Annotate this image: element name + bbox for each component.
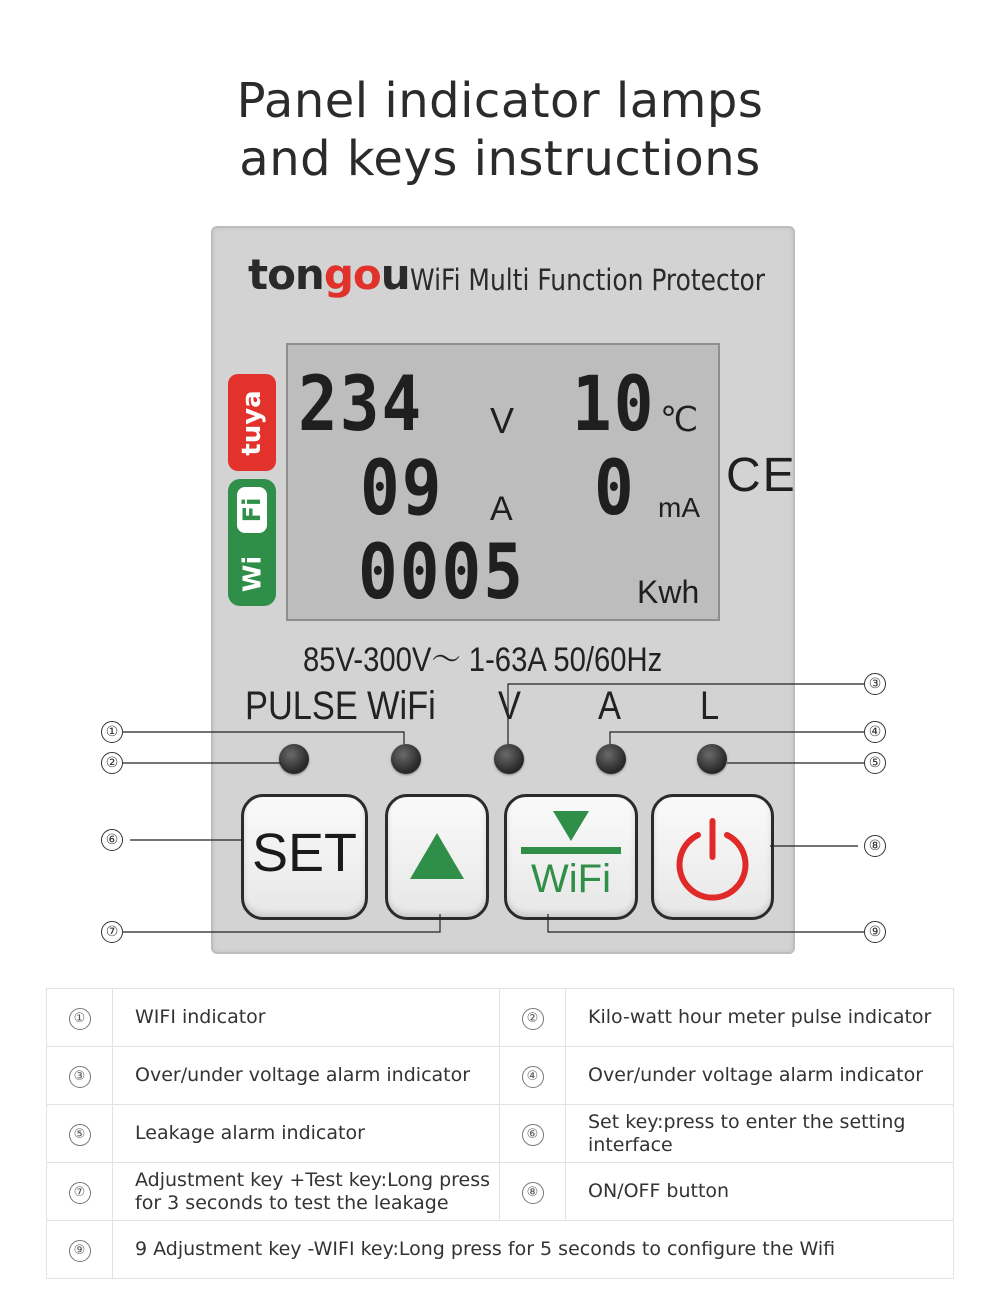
table-index: ⑥ xyxy=(522,1124,544,1146)
table-cell: Leakage alarm indicator xyxy=(113,1105,500,1163)
lcd-energy-value: 0005 xyxy=(358,528,525,617)
table-row xyxy=(47,989,954,1047)
indicator-label-a: A xyxy=(598,684,621,728)
table-cell: ON/OFF button xyxy=(566,1163,954,1221)
table-index: ⑤ xyxy=(69,1124,91,1146)
callout-1: ① xyxy=(101,721,123,743)
table-cell: WIFI indicator xyxy=(113,989,500,1047)
callout-7: ⑦ xyxy=(101,921,123,943)
table-index: ④ xyxy=(522,1066,544,1088)
table-index: ③ xyxy=(69,1066,91,1088)
table-cell: Over/under voltage alarm indicator xyxy=(566,1047,954,1105)
brand-text-1: ton xyxy=(248,250,324,299)
callout-4: ④ xyxy=(864,721,886,743)
instructions-table xyxy=(46,988,954,1279)
wifi-badge-fi-label: Fi xyxy=(238,497,266,523)
lcd-voltage-unit: V xyxy=(490,400,515,441)
indicator-label-l: L xyxy=(700,684,720,728)
indicator-label-wifi: WiFi xyxy=(367,684,436,728)
callout-8: ⑧ xyxy=(864,835,886,857)
tuya-badge-label: tuya xyxy=(237,389,267,456)
lcd-voltage-value: 234 xyxy=(298,360,424,449)
rating-spec: 85V-300V～ 1-63A 50/60Hz xyxy=(303,641,663,679)
set-button-label: SET xyxy=(251,823,358,883)
table-cell: Set key:press to enter the setting interface xyxy=(566,1105,954,1163)
callout-3: ③ xyxy=(864,673,886,695)
table-cell: Over/under voltage alarm indicator xyxy=(113,1047,500,1105)
callout-2: ② xyxy=(101,752,123,774)
lcd-energy-unit: Kwh xyxy=(637,574,700,610)
table-index: ⑦ xyxy=(69,1182,91,1204)
table-index: ② xyxy=(522,1008,544,1030)
table-row xyxy=(47,1221,954,1279)
indicator-label-pulse: PULSE xyxy=(245,684,358,728)
lcd-temperature-unit: ℃ xyxy=(660,401,699,439)
brand-text-3: u xyxy=(380,250,410,299)
indicator-label-v: V xyxy=(498,684,521,728)
table-cell: Adjustment key +Test key:Long press for 3 seconds to test the leakage xyxy=(113,1163,500,1221)
table-index: ⑧ xyxy=(522,1182,544,1204)
lcd-leakage-unit: mA xyxy=(658,492,700,523)
wifi-button-label: WiFi xyxy=(531,857,611,901)
callout-9: ⑨ xyxy=(864,921,886,943)
title-line-1: Panel indicator lamps xyxy=(236,73,764,129)
title-line-2: and keys instructions xyxy=(239,131,761,187)
lcd-current-unit: A xyxy=(490,490,513,528)
product-name: WiFi Multi Function Protector xyxy=(410,263,766,297)
table-cell: 9 Adjustment key -WIFI key:Long press for 5 seconds to configure the Wifi xyxy=(113,1221,954,1279)
lcd-current-value: 09 xyxy=(360,444,444,533)
wifi-badge-wi-label: Wi xyxy=(237,555,267,593)
brand-text-2: go xyxy=(323,250,381,299)
table-index: ⑨ xyxy=(69,1240,91,1262)
lcd-leakage-value: 0 xyxy=(594,444,636,533)
callout-6: ⑥ xyxy=(101,829,123,851)
table-row xyxy=(47,1163,954,1221)
table-index: ① xyxy=(69,1008,91,1030)
table-cell: Kilo-watt hour meter pulse indicator xyxy=(566,989,954,1047)
table-row xyxy=(47,1105,954,1163)
callout-5: ⑤ xyxy=(864,752,886,774)
ce-mark: CE xyxy=(726,449,797,502)
table-row xyxy=(47,1047,954,1105)
lcd-temperature-value: 10 xyxy=(572,360,656,449)
